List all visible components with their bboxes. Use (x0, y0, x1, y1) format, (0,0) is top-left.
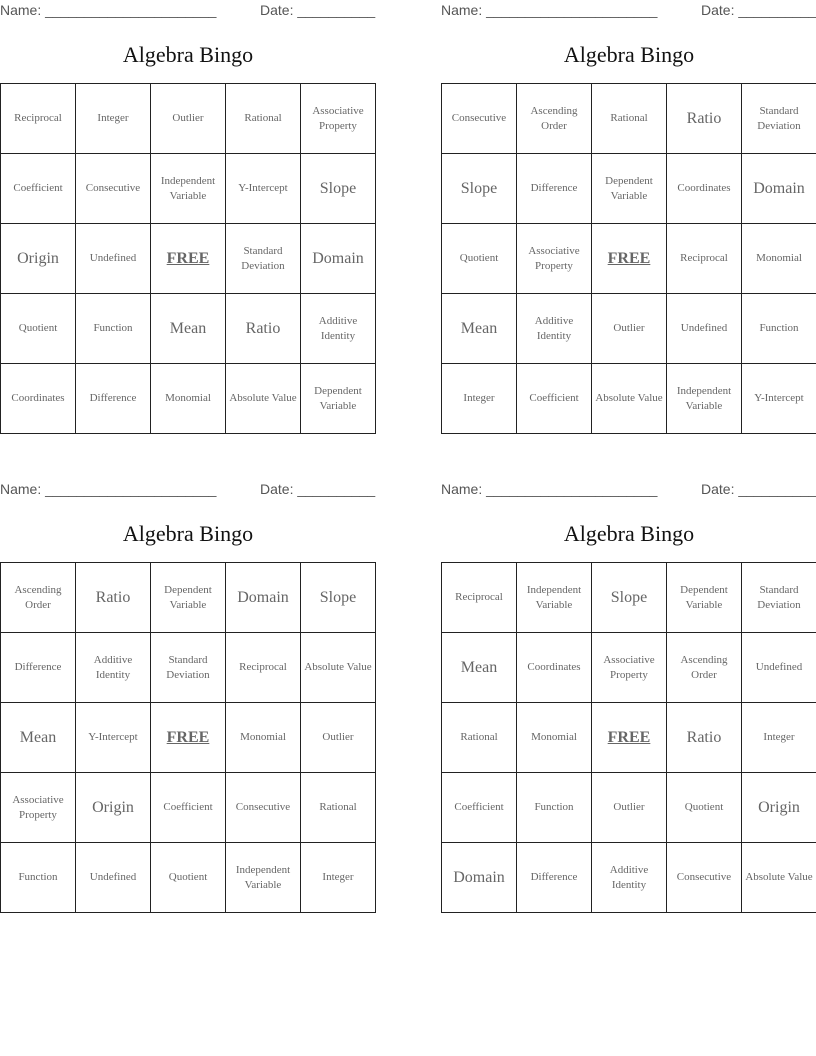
bingo-cell: Independent Variable (517, 563, 592, 633)
bingo-cell: Undefined (742, 633, 816, 703)
bingo-cell: Integer (442, 364, 517, 434)
bingo-card (0, 479, 376, 919)
date-field-label: Date: __________ (701, 2, 816, 18)
bingo-cell: Ratio (76, 563, 151, 633)
bingo-row (442, 563, 816, 633)
bingo-cell: Associative Property (592, 633, 667, 703)
bingo-cell: Consecutive (667, 843, 742, 913)
free-space-cell: FREE (151, 703, 226, 773)
bingo-cell: Reciprocal (1, 84, 76, 154)
bingo-row (1, 843, 376, 913)
bingo-row (1, 703, 376, 773)
bingo-cell: Monomial (226, 703, 301, 773)
bingo-row (442, 703, 816, 773)
bingo-cell: Monomial (742, 224, 816, 294)
bingo-row (1, 633, 376, 703)
bingo-cell: Difference (76, 364, 151, 434)
bingo-cell: Ratio (667, 84, 742, 154)
bingo-row (442, 773, 816, 843)
name-date-line (0, 2, 376, 20)
bingo-cell: Additive Identity (592, 843, 667, 913)
bingo-card (441, 479, 816, 919)
bingo-cell: Integer (742, 703, 816, 773)
name-date-line (441, 2, 816, 20)
bingo-cell: Ascending Order (517, 84, 592, 154)
bingo-row (1, 224, 376, 294)
bingo-row (442, 294, 816, 364)
bingo-row (442, 224, 816, 294)
bingo-cell: Standard Deviation (226, 224, 301, 294)
bingo-cell: Undefined (667, 294, 742, 364)
bingo-cell: Reciprocal (667, 224, 742, 294)
bingo-cell: Difference (517, 843, 592, 913)
bingo-cell: Slope (592, 563, 667, 633)
bingo-row (1, 294, 376, 364)
bingo-cell: Domain (301, 224, 376, 294)
bingo-cell: Additive Identity (301, 294, 376, 364)
name-date-line (441, 481, 816, 499)
bingo-cell: Outlier (301, 703, 376, 773)
bingo-cell: Y-Intercept (76, 703, 151, 773)
bingo-cell: Standard Deviation (151, 633, 226, 703)
bingo-cell: Coefficient (151, 773, 226, 843)
bingo-cell: Outlier (151, 84, 226, 154)
bingo-cell: Coefficient (1, 154, 76, 224)
card-title: Algebra Bingo (122, 42, 254, 67)
bingo-cell: Dependent Variable (301, 364, 376, 434)
bingo-cell: Additive Identity (517, 294, 592, 364)
bingo-cell: Slope (442, 154, 517, 224)
bingo-cell: Monomial (151, 364, 226, 434)
bingo-row (442, 633, 816, 703)
bingo-cell: Quotient (442, 224, 517, 294)
bingo-grid (0, 562, 376, 913)
bingo-cell: Function (1, 843, 76, 913)
bingo-cell: Standard Deviation (742, 563, 816, 633)
bingo-cell: Independent Variable (226, 843, 301, 913)
bingo-cell: Consecutive (76, 154, 151, 224)
bingo-cell: Domain (442, 843, 517, 913)
bingo-cell: Quotient (1, 294, 76, 364)
bingo-cell: Standard Deviation (742, 84, 816, 154)
bingo-cell: Ascending Order (1, 563, 76, 633)
bingo-cell: Domain (742, 154, 816, 224)
bingo-row (1, 563, 376, 633)
bingo-cell: Origin (742, 773, 816, 843)
bingo-cell: Origin (1, 224, 76, 294)
bingo-cell: Difference (1, 633, 76, 703)
bingo-cell: Rational (592, 84, 667, 154)
bingo-cell: Associative Property (301, 84, 376, 154)
bingo-card (0, 0, 376, 440)
bingo-grid (441, 83, 816, 434)
bingo-cell: Ratio (226, 294, 301, 364)
bingo-cell: Consecutive (442, 84, 517, 154)
bingo-row (442, 843, 816, 913)
bingo-cell: Consecutive (226, 773, 301, 843)
card-title: Algebra Bingo (563, 42, 695, 67)
bingo-cell: Dependent Variable (667, 563, 742, 633)
bingo-cell: Rational (301, 773, 376, 843)
bingo-cell: Quotient (151, 843, 226, 913)
free-space-cell: FREE (592, 703, 667, 773)
name-field-label: Name: ______________________ (0, 2, 217, 18)
bingo-row (442, 154, 816, 224)
bingo-cell: Dependent Variable (592, 154, 667, 224)
bingo-row (442, 364, 816, 434)
bingo-cell: Absolute Value (742, 843, 816, 913)
bingo-cell: Absolute Value (592, 364, 667, 434)
bingo-cell: Difference (517, 154, 592, 224)
bingo-cell: Quotient (667, 773, 742, 843)
bingo-cell: Mean (151, 294, 226, 364)
free-space-cell: FREE (592, 224, 667, 294)
bingo-cell: Rational (442, 703, 517, 773)
name-field-label: Name: ______________________ (0, 481, 217, 497)
bingo-cell: Ratio (667, 703, 742, 773)
bingo-row (1, 364, 376, 434)
name-field-label: Name: ______________________ (441, 2, 658, 18)
bingo-cell: Y-Intercept (742, 364, 816, 434)
bingo-cell: Function (742, 294, 816, 364)
bingo-cell: Slope (301, 154, 376, 224)
bingo-cell: Outlier (592, 773, 667, 843)
bingo-cell: Associative Property (1, 773, 76, 843)
bingo-cell: Coefficient (517, 364, 592, 434)
bingo-row (1, 84, 376, 154)
bingo-cell: Coefficient (442, 773, 517, 843)
bingo-grid (441, 562, 816, 913)
bingo-row (1, 154, 376, 224)
bingo-row (442, 84, 816, 154)
bingo-cell: Domain (226, 563, 301, 633)
bingo-cell: Y-Intercept (226, 154, 301, 224)
bingo-cell: Coordinates (1, 364, 76, 434)
bingo-cell: Undefined (76, 224, 151, 294)
bingo-cell: Function (76, 294, 151, 364)
bingo-cell: Dependent Variable (151, 563, 226, 633)
bingo-cell: Mean (1, 703, 76, 773)
bingo-card (441, 0, 816, 440)
date-field-label: Date: __________ (701, 481, 816, 497)
bingo-cell: Ascending Order (667, 633, 742, 703)
bingo-cell: Origin (76, 773, 151, 843)
card-title: Algebra Bingo (563, 521, 695, 546)
bingo-cell: Function (517, 773, 592, 843)
bingo-cell: Associative Property (517, 224, 592, 294)
name-field-label: Name: ______________________ (441, 481, 658, 497)
bingo-cell: Monomial (517, 703, 592, 773)
bingo-cell: Reciprocal (442, 563, 517, 633)
bingo-cell: Integer (76, 84, 151, 154)
bingo-cell: Slope (301, 563, 376, 633)
bingo-cell: Coordinates (517, 633, 592, 703)
card-title: Algebra Bingo (122, 521, 254, 546)
bingo-cell: Absolute Value (301, 633, 376, 703)
bingo-row (1, 773, 376, 843)
date-field-label: Date: __________ (260, 2, 376, 18)
bingo-cell: Integer (301, 843, 376, 913)
bingo-cell: Outlier (592, 294, 667, 364)
bingo-grid (0, 83, 376, 434)
bingo-cell: Rational (226, 84, 301, 154)
bingo-cell: Independent Variable (667, 364, 742, 434)
bingo-cell: Mean (442, 633, 517, 703)
bingo-cell: Undefined (76, 843, 151, 913)
name-date-line (0, 481, 376, 499)
bingo-cell: Coordinates (667, 154, 742, 224)
date-field-label: Date: __________ (260, 481, 376, 497)
free-space-cell: FREE (151, 224, 226, 294)
bingo-cell: Absolute Value (226, 364, 301, 434)
bingo-cell: Mean (442, 294, 517, 364)
bingo-cell: Independent Variable (151, 154, 226, 224)
bingo-cell: Additive Identity (76, 633, 151, 703)
bingo-cell: Reciprocal (226, 633, 301, 703)
